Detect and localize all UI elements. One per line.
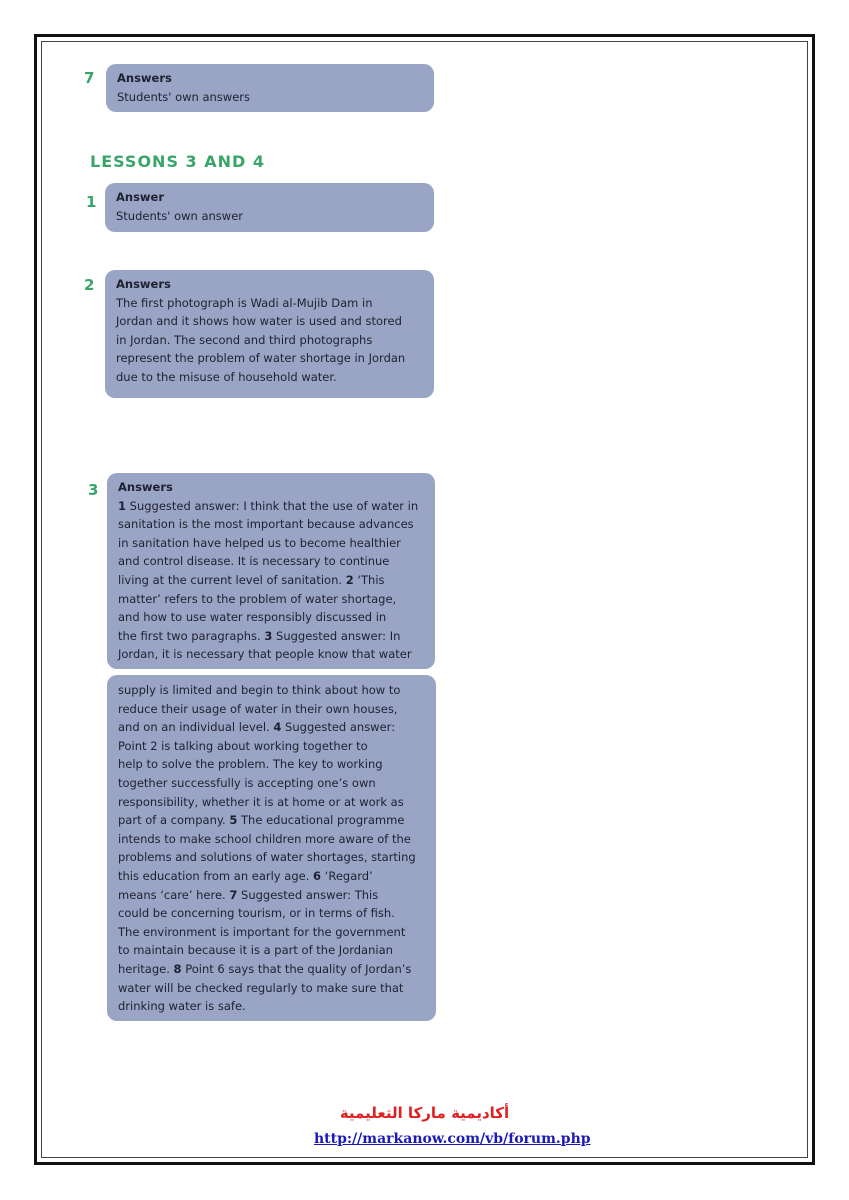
item-number: 6 (313, 868, 322, 883)
item-number: 7 (229, 887, 238, 902)
question-number-2: 2 (84, 276, 95, 294)
footer-forum-link[interactable]: http://markanow.com/vb/forum.php (314, 1131, 591, 1147)
item-number: 2 (345, 572, 354, 587)
item-number: 8 (173, 961, 182, 976)
item-text: Suggested answer: This could be concerning tourism, or in terms of fish. The environment is important for the government to maintain because it is a part of the Jordanian heritage. (118, 887, 406, 976)
answer-box-title: Answers (116, 277, 171, 291)
item-number: 5 (229, 813, 238, 828)
footer-academy-name (0, 1104, 849, 1122)
item-text: Suggested answer: In Jordan, it is necessary that people know that water (118, 628, 412, 662)
answer-text: Students' own answers (117, 89, 250, 104)
answer-box-title: Answers (117, 71, 172, 85)
answer-text: The first photograph is Wadi al-Mujib Dam in Jordan and it shows how water is used and stored in Jordan. The second and third photographs represent the problem of water shortage in Jordan due to the misuse of household water. (116, 295, 406, 384)
answer-text (118, 681, 426, 1016)
item-number: 1 (118, 498, 127, 513)
answer-box-2 (105, 270, 434, 398)
question-number-1: 1 (86, 193, 97, 211)
item-text: supply is limited and begin to think about how to reduce their usage of water in their own houses, and on an individual level. (118, 683, 401, 735)
footer-academy-text: أكاديمية ماركا التعليمية (339, 1104, 510, 1122)
answer-box-title: Answer (116, 190, 165, 204)
item-text: The educational programme intends to make school children more aware of the problems and solutions of water shortages, starting this education from an early age. (118, 813, 416, 883)
item-text: Suggested answer: Point 2 is talking about working together to help to solve the problem. The key to working together successfully is accepting one’s own responsibility, whether it is at home or at work as part of a company. (118, 720, 404, 828)
answer-box-1 (105, 183, 434, 232)
answer-box-title: Answers (118, 480, 173, 494)
item-text: ‘Regard’ means ‘care’ here. (118, 868, 373, 902)
answer-box-3-part2 (107, 675, 436, 1021)
lessons-heading: LESSONS 3 AND 4 (90, 152, 265, 171)
item-number: 3 (264, 628, 273, 643)
answer-text (118, 497, 425, 664)
answer-text: Students' own answer (116, 208, 243, 223)
question-number-7: 7 (84, 69, 95, 87)
item-number: 4 (273, 720, 282, 735)
answer-box-3-part1 (107, 473, 435, 669)
item-text: Suggested answer: I think that the use of water in sanitation is the most important because advances in sanitation have helped us to become healthier and control disease. It is necessary to continue living at the current level of sanitation. (118, 498, 419, 587)
item-text: ‘This matter’ refers to the problem of water shortage, and how to use water responsibly discussed in the first two paragraphs. (118, 572, 397, 643)
item-text: Point 6 says that the quality of Jordan’s water will be checked regularly to make sure that drinking water is safe. (118, 961, 412, 1014)
answer-box-7 (106, 64, 434, 112)
question-number-3: 3 (88, 481, 99, 499)
